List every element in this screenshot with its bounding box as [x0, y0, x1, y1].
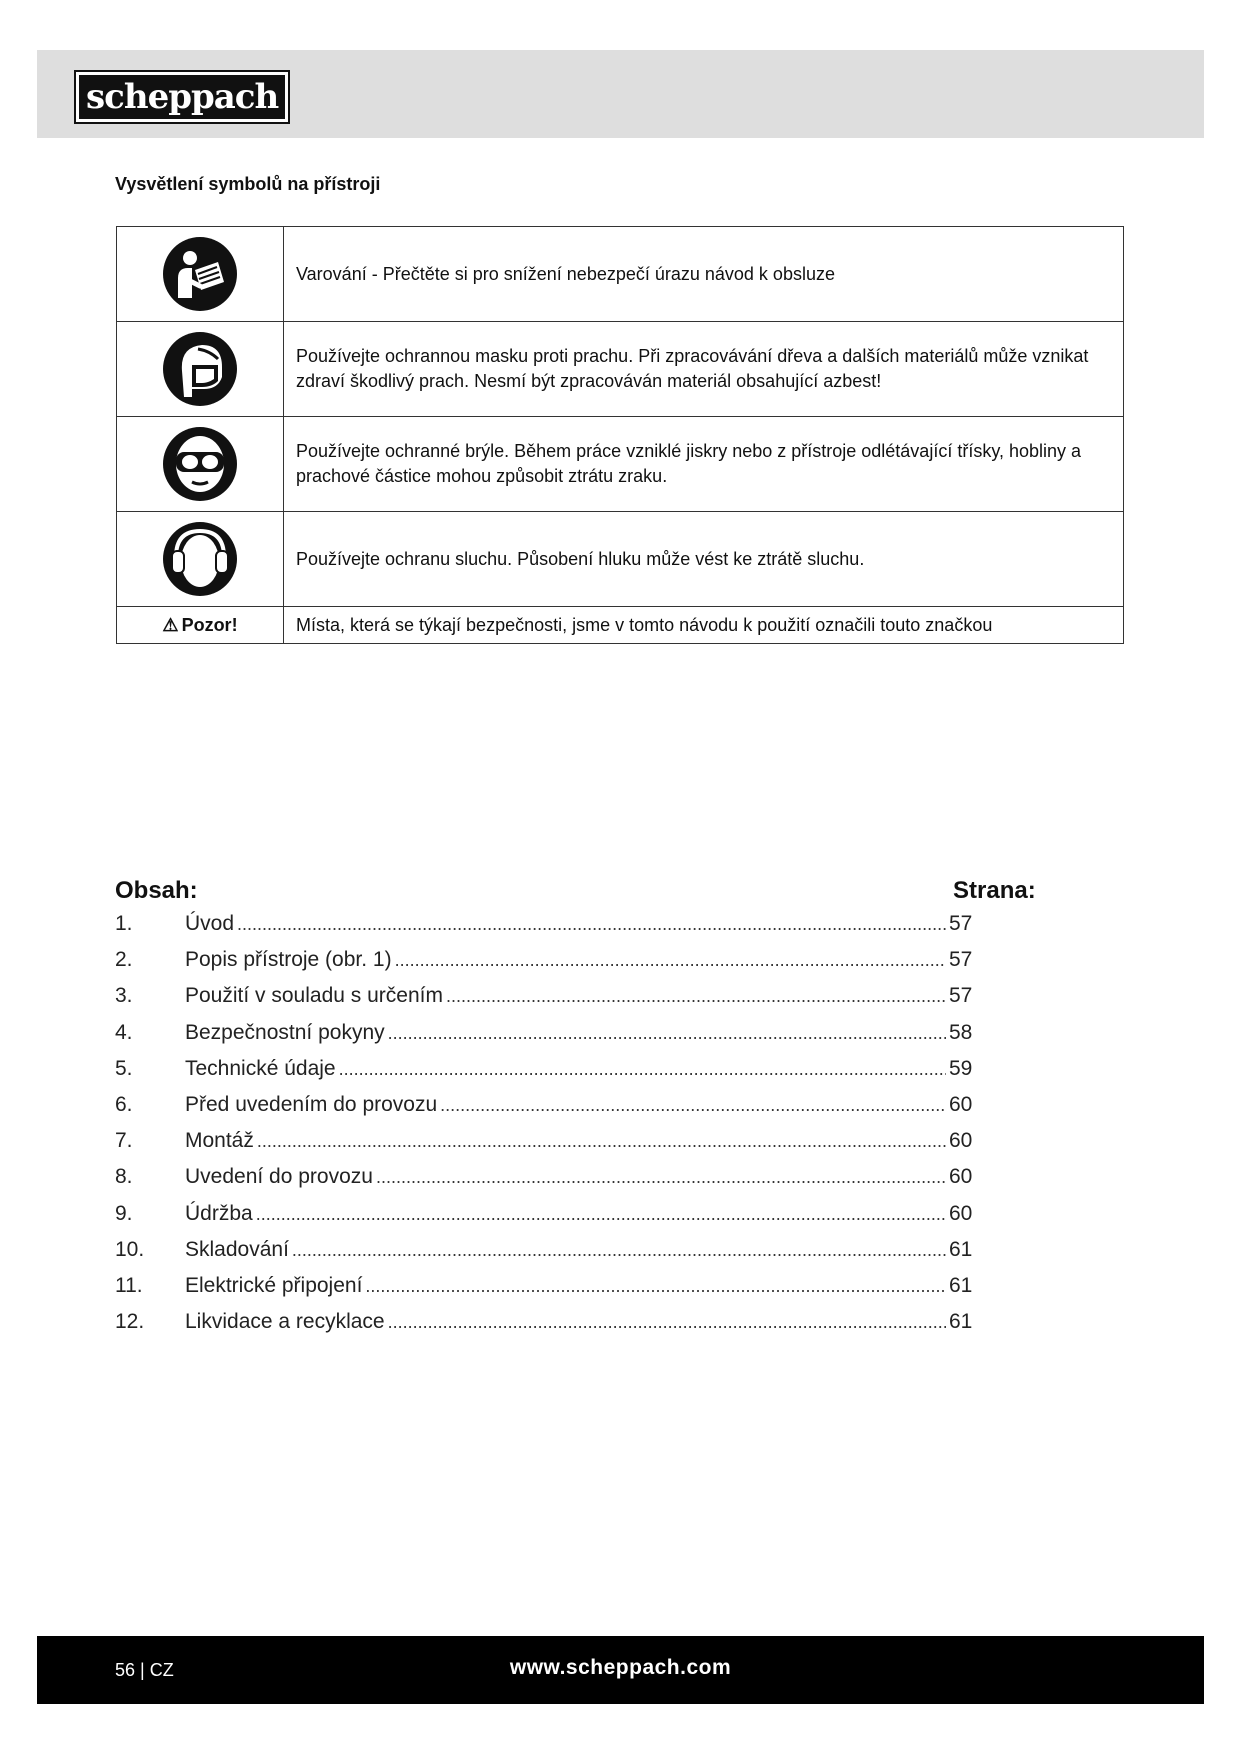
toc-item-number: 3.	[115, 984, 133, 1008]
toc-leader-dots	[440, 1095, 946, 1116]
toc-item-number: 8.	[115, 1165, 133, 1189]
symbol-icon-cell	[117, 322, 284, 417]
toc-item-number: 4.	[115, 1020, 133, 1044]
symbol-row	[117, 322, 1124, 417]
toc-item[interactable]	[115, 1310, 975, 1346]
toc-item-number: 2.	[115, 948, 133, 972]
toc-item-page: 57	[949, 948, 973, 972]
footer-page-label: 56 | CZ	[115, 1660, 174, 1680]
toc-item[interactable]	[115, 1057, 975, 1093]
toc-leader-dots	[237, 914, 946, 935]
toc-item-page: 60	[949, 1092, 973, 1116]
toc-item-page: 60	[949, 1165, 973, 1189]
symbol-text: Používejte ochranu sluchu. Působení hluku může vést ke ztrátě sluchu.	[284, 512, 1124, 607]
toc-item[interactable]	[115, 1129, 975, 1165]
toc-item-number: 7.	[115, 1129, 133, 1153]
toc-item-page: 61	[949, 1273, 973, 1297]
toc-leader-dots	[339, 1059, 946, 1080]
toc-item-number: 9.	[115, 1201, 133, 1225]
toc-list	[115, 912, 975, 1346]
toc-leader-dots	[376, 1167, 946, 1188]
toc-item-title: Použití v souladu s určením	[185, 984, 443, 1008]
toc-item-page: 60	[949, 1129, 973, 1153]
toc-item-title: Před uvedením do provozu	[185, 1092, 438, 1116]
toc-item[interactable]	[115, 1274, 975, 1310]
symbol-icon-cell	[117, 227, 284, 322]
footer-url[interactable]: www.scheppach.com	[509, 1656, 732, 1679]
symbols-section-title: Vysvětlení symbolů na přístroji	[115, 174, 381, 194]
toc-leader-dots	[395, 950, 946, 971]
toc-item[interactable]	[115, 1202, 975, 1238]
toc-item-title: Popis přístroje (obr. 1)	[185, 948, 392, 972]
toc-leader-dots	[388, 1312, 946, 1333]
header-band	[37, 50, 1204, 138]
toc-item-title: Údržba	[185, 1201, 253, 1225]
toc-item-page: 60	[949, 1201, 973, 1225]
toc-item-page: 61	[949, 1310, 973, 1334]
toc-item[interactable]	[115, 948, 975, 984]
toc-item-title: Elektrické připojení	[185, 1273, 363, 1297]
toc-item-page: 61	[949, 1237, 973, 1261]
read-manual-icon	[162, 236, 238, 312]
toc-item-number: 10.	[115, 1237, 145, 1261]
footer-band	[37, 1636, 1204, 1704]
toc-item-number: 5.	[115, 1056, 133, 1080]
toc-item[interactable]	[115, 1093, 975, 1129]
toc-item[interactable]	[115, 1165, 975, 1201]
toc-leader-dots	[256, 1204, 946, 1225]
toc-heading: Obsah:	[115, 877, 198, 904]
symbol-row	[117, 417, 1124, 512]
symbol-row	[117, 512, 1124, 607]
warning-triangle-icon: ⚠	[162, 614, 179, 635]
symbol-text: Varování - Přečtěte si pro snížení nebezpečí úrazu návod k obsluze	[284, 227, 1124, 322]
toc-page-heading: Strana:	[953, 877, 1036, 904]
toc-item-number: 12.	[115, 1310, 145, 1334]
symbol-icon-cell	[117, 417, 284, 512]
safety-goggles-icon	[162, 426, 238, 502]
symbol-text: Používejte ochrannou masku proti prachu. Při zpracovávání dřeva a dalších materiálů může vznikat zdraví škodlivý prach. Nesmí být zpracováván materiál obsahující azbest!	[284, 322, 1124, 417]
toc-item[interactable]	[115, 912, 975, 948]
toc-item-number: 11.	[115, 1273, 143, 1297]
pozor-row	[117, 607, 1124, 644]
pozor-label-cell	[117, 607, 284, 644]
dust-mask-icon	[162, 331, 238, 407]
toc-item-page: 58	[949, 1020, 973, 1044]
toc-item-page: 57	[949, 912, 973, 935]
toc-item-page: 59	[949, 1056, 973, 1080]
toc-leader-dots	[257, 1131, 946, 1152]
toc-item[interactable]	[115, 1238, 975, 1274]
toc-item-title: Úvod	[185, 912, 235, 935]
scheppach-logo: scheppach	[74, 70, 290, 124]
toc-item-page: 57	[949, 984, 973, 1008]
toc-leader-dots	[292, 1240, 946, 1261]
toc-item-title: Montáž	[185, 1129, 254, 1153]
symbols-table	[116, 226, 1124, 644]
pozor-text: Místa, která se týkají bezpečnosti, jsme v tomto návodu k použití označili touto značkou	[284, 607, 1124, 644]
toc-leader-dots	[446, 986, 946, 1007]
toc-item[interactable]	[115, 1021, 975, 1057]
toc-item[interactable]	[115, 984, 975, 1020]
symbol-row	[117, 227, 1124, 322]
toc-item-number: 6.	[115, 1092, 133, 1116]
toc-item-number: 1.	[115, 912, 133, 935]
pozor-label: Pozor!	[181, 614, 238, 635]
ear-protection-icon	[162, 521, 238, 597]
toc-item-title: Bezpečnostní pokyny	[185, 1020, 385, 1044]
symbol-icon-cell	[117, 512, 284, 607]
toc-item-title: Skladování	[185, 1237, 289, 1261]
toc-leader-dots	[365, 1276, 946, 1297]
toc-item-title: Uvedení do provozu	[185, 1165, 373, 1189]
toc-item-title: Likvidace a recyklace	[185, 1310, 385, 1334]
toc-leader-dots	[388, 1023, 946, 1044]
symbol-text: Používejte ochranné brýle. Během práce vzniklé jiskry nebo z přístroje odlétávající třísky, hobliny a prachové částice mohou způsobit ztrátu zraku.	[284, 417, 1124, 512]
toc-item-title: Technické údaje	[185, 1056, 336, 1080]
